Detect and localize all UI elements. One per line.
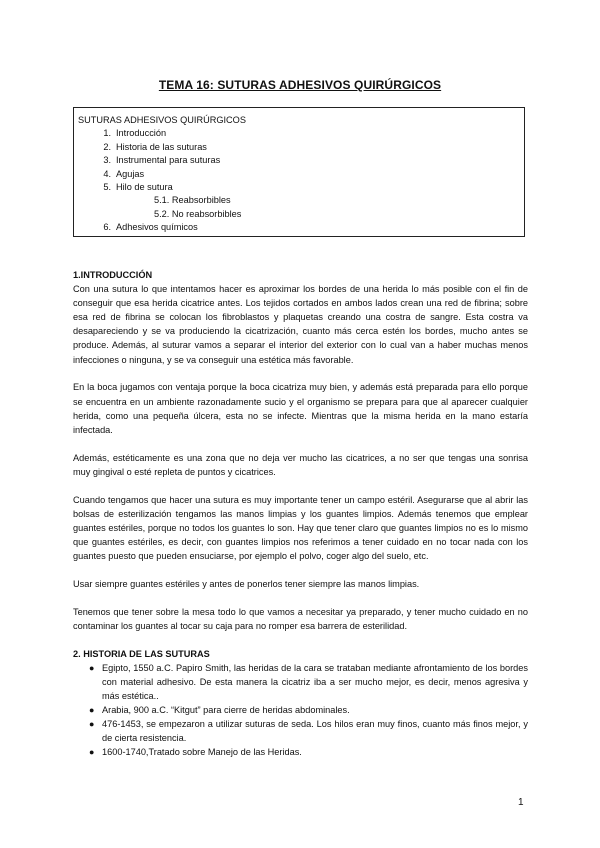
toc-item xyxy=(78,127,524,140)
paragraph: Con una sutura lo que intentamos hacer es aproximar los bordes de una herida lo más posible con el fin de conseguir que esa herida cicatrice antes. Los tejidos cortados en ambos lados crean una red de fibrina; sobre esa red de fibrina se colocan los fibroblastos y plaquetas creando una costra de sangre. Esta costra va desapareciendo y se va produciendo la cicatrización, cuanto más cerca estén los bordes, mucho antes se produce. Además, al suturar vamos a separar el interior del exterior con lo cual van a haber muchas menos infecciones o ninguna, y se va conseguir una estética más favorable. xyxy=(73,284,528,365)
page-title: TEMA 16: SUTURAS ADHESIVOS QUIRÚRGICOS xyxy=(158,78,442,92)
toc-item xyxy=(78,181,524,194)
list-item-text: 476-1453, se empezaron a utilizar suturas de seda. Los hilos eran muy finos, cuanto más finos mejor, y de cierta resistencia. xyxy=(102,719,528,744)
paragraph: Usar siempre guantes estériles y antes de ponerlos tener siempre las manos limpias. xyxy=(73,578,420,589)
toc-item-label: Hilo de sutura xyxy=(116,182,173,193)
toc-item-label: Adhesivos químicos xyxy=(116,222,198,233)
paragraph: Tenemos que tener sobre la mesa todo lo que vamos a necesitar ya preparado, y tener mucho cuidado en no contaminar los guantes al tocar su caja para no romper esa barrera de esterilidad. xyxy=(73,606,528,631)
list-item-text: 1600-1740,Tratado sobre Manejo de las Heridas. xyxy=(102,747,302,758)
list-item xyxy=(89,703,528,717)
bullet-icon: ● xyxy=(89,705,95,716)
toc-item-label: Historia de las suturas xyxy=(116,141,207,152)
toc-item-label: Instrumental para suturas xyxy=(116,155,221,166)
toc-item xyxy=(78,154,524,167)
paragraph: Además, estéticamente es una zona que no deja ver mucho las cicatrices, a no ser que tengas una sonrisa muy gingival o esté repleta de puntos y cicatrices. xyxy=(73,452,528,477)
bullet-icon: ● xyxy=(89,662,95,673)
section-heading-history: 2. HISTORIA DE LAS SUTURAS xyxy=(73,648,210,659)
toc-subitem xyxy=(78,208,524,221)
bullet-icon: ● xyxy=(89,719,95,730)
list-item-text: Arabia, 900 a.C. “Kitgut” para cierre de heridas abdominales. xyxy=(102,705,350,716)
history-bullet-list xyxy=(73,661,528,760)
list-item-text: Egipto, 1550 a.C. Papiro Smith, las heridas de la cara se trataban mediante afrontamiento de los bordes con material adhesivo. De esta manera la cicatriz iba a ser mucho mejor, es decir, menos agresiva y más estética.. xyxy=(102,662,528,702)
table-of-contents xyxy=(73,107,525,237)
paragraph: Cuando tengamos que hacer una sutura es muy importante tener un campo estéril. Asegurarse que al abrir las bolsas de esterilización tengamos las manos limpias y los guantes limpios. Además tenemos que emplear guantes estériles, porque no todos los guantes lo son. Hay que tener claro que guantes limpios no es lo mismo que guantes estériles, es decir, con guantes limpios nos referimos a tener cuidado en no tocar nada con los guantes puesto que pueden ensuciarse, por ejemplo el polvo, coger algo del suelo, etc. xyxy=(73,494,528,561)
section-heading-introduction: 1.INTRODUCCIÓN xyxy=(73,270,153,280)
list-item xyxy=(89,717,528,745)
toc-item-number: 3. xyxy=(103,155,111,166)
bullet-icon: ● xyxy=(89,747,95,758)
paragraph: En la boca jugamos con ventaja porque la boca cicatriza muy bien, y además está preparada para ello porque se encuentra en un ambiente razonadamente sucio y el organismo se prepara para que al aparecer cualquier herida, como una pequeña úlcera, esta no se infecte. Mientras que la misma herida en la mano estaría infectada. xyxy=(73,382,528,435)
page-number: 1 xyxy=(518,797,524,808)
toc-item-number: 6. xyxy=(103,222,111,233)
toc-item xyxy=(78,168,524,181)
toc-item xyxy=(78,221,524,234)
toc-item-label: Agujas xyxy=(116,168,145,179)
toc-subitem-label: 5.1. Reabsorbibles xyxy=(154,195,231,206)
toc-item-number: 1. xyxy=(103,128,111,139)
list-item xyxy=(89,661,528,703)
toc-heading: SUTURAS ADHESIVOS QUIRÚRGICOS xyxy=(78,115,246,125)
toc-subitem xyxy=(78,194,524,207)
document-body xyxy=(73,268,528,760)
toc-item xyxy=(78,141,524,154)
toc-subitem-label: 5.2. No reabsorbibles xyxy=(154,208,242,219)
toc-list xyxy=(78,127,524,234)
toc-item-label: Introducción xyxy=(116,128,167,139)
toc-item-number: 4. xyxy=(103,168,111,179)
toc-item-number: 2. xyxy=(103,141,111,152)
toc-item-number: 5. xyxy=(103,182,111,193)
list-item xyxy=(89,745,528,759)
